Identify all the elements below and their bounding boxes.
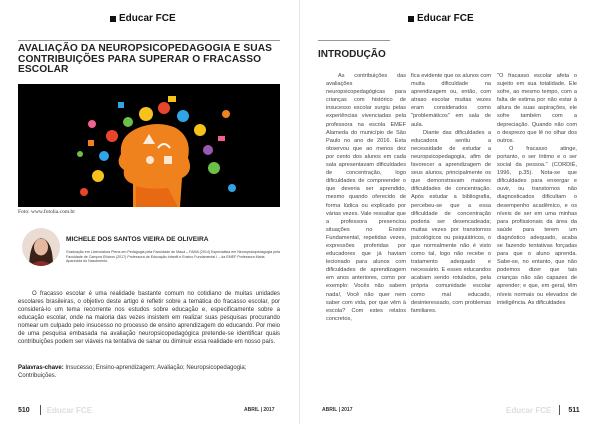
- square-bullet-icon: [408, 16, 414, 22]
- text-column-1: [326, 72, 406, 323]
- section-rule: [318, 40, 390, 41]
- footer-divider: [559, 405, 560, 415]
- footer-date-right: ABRIL | 2017: [322, 407, 353, 413]
- footer-brand-left: Educar FCE: [46, 405, 93, 415]
- keywords-label: Palavras-chave:: [18, 365, 64, 371]
- brand-text: Educar FCE: [119, 13, 176, 24]
- author-bio: Graduação em Licenciatura Plena em Pedagogia pela Faculdade de Mauá – FAMA (2014) Especialista em Neuropsicopedagogia pela Faculdade de Campos Elíseos (2017) Professora de Educação Infantil e Ensino Fundamental I – da EMEF Professora Maria Aparecida do Nascimento.: [66, 250, 280, 264]
- right-page: [300, 0, 600, 424]
- image-caption: Foto: www.fotolia.com.br: [18, 209, 76, 215]
- square-bullet-icon: [110, 16, 116, 22]
- brand-text: Educar FCE: [417, 13, 474, 24]
- footer-left: [18, 405, 92, 415]
- magazine-brand-right: [408, 13, 474, 24]
- paragraph: As contribuições das avaliações neuropsicopedagógicas para crianças com histórico de insucesso escolar surgiu pelas experiências vivenciadas pela professora na escola EMEF Alameda do município de São Paulo no ano de 2016. Esta observou que ao menos dez por cento dos alunos em cada sala apresentavam dificuldades de concentração, logo dificuldades de compreender o que deveria ser aprendido, mesmo quando oferecido de forma lúdica ou explicado por várias vezes. Vale ressaltar que a professora presenciou situações no Ensino Fundamental, repetidas vezes, expressões proferidas por educadores que já haviam lecionado para alunos com dificuldades de aprendizagem em anos anteriores, como por exemplo: Vocês não sabem nada!, Você não quer nem saber com vida, por que vêm à escola? Com estes relatos concretos,: [326, 73, 406, 322]
- magazine-brand-left: [110, 13, 176, 24]
- text-column-2: [411, 72, 491, 315]
- paragraph: Diante das dificuldades a educadora sentiu a necessidade de estudar a neuropsicopedagogia, afim de favorecer a aprendizagem de seus alunos, principalmente os que demonstravam maiores dificuldades de concentração. Após estudar a bibliografia, percebeu-se que a essa dificuldade de concentração poderia ser desencadeada; muitas vezes por transtornos psicológicos ou psiquiátricos, o que normalmente não é visto como tal, logo não recebe o tratamento adequado e necessário. E esses educandos acabam sendo rotulados, pela própria comunidade escolar como mal educado, desinteressado, com problemas familiares.: [411, 129, 491, 314]
- abstract-text: O fracasso escolar é uma realidade bastante comum no cotidiano de muitas unidades escolares brasileiras, o objetivo deste artigo é refletir sobre a temática do fracasso escolar, por considerá-lo um tema recorrente nos estudos sobre educação e, especificamente sobre a educação escolar, onde na maioria das vezes insistem em realizar suas pesquisas procurando nomear um culpado pelo insucesso no processo de ensino aprendizagem do educando. Por meio de uma pesquisa embasada na avaliação neuropsicopedagógica pretende-se identificar quais contribuições podem ser viáveis na tentativa de sanar ou diminuir essa realidade em nosso país.: [18, 291, 280, 345]
- footer-divider: [40, 405, 41, 415]
- article-title: AVALIAÇÃO DA NEUROPSICOPEDAGOGIA E SUAS CONTRIBUIÇÕES PARA SUPERAR O FRACASSO ESCOLAR: [18, 44, 278, 76]
- keywords-list: Insucesso; Ensino-aprendizagem; Avaliação; Neuropsicopedagogia; Contribuições.: [18, 365, 247, 379]
- footer-right: [506, 405, 580, 415]
- abstract: [18, 290, 280, 346]
- paragraph: O fracasso atinge, portanto, o ser íntimo e o ser social da pessoa." (CORDIÉ, 1996, p.35). Nota-se que dificuldades para enxergar e ouvir, ou transtornos não diagnosticados dificultam o desempenho acadêmico, e os níveis de ser em uma minhas para profissionais da área da saúde para terem um diagnóstico adequado, acaba se fazendo tentativas forçadas para que o aluno aprenda. Sabe-se, no entanto, que não podemos dizer que tais crianças não são capazes de aprender; e que, em geral, têm níveis normais ou elevados de inteligência. As dificuldades: [497, 145, 577, 306]
- paragraph: fica evidente que os alunos com muita dificuldade na aprendizagem ou, então, com atraso escolar muitas vezes eram considerados como "problemáticos" em sala de aula.: [411, 73, 491, 128]
- author-name: MICHELE DOS SANTOS VIEIRA DE OLIVEIRA: [66, 236, 209, 243]
- author-avatar: [22, 228, 60, 266]
- text-column-3: [497, 72, 577, 307]
- keywords: [18, 364, 280, 380]
- page-number-right: 511: [568, 406, 580, 414]
- footer-date-left: ABRIL | 2017: [244, 407, 275, 413]
- brain-illustration: [18, 84, 280, 207]
- paragraph: "O fracasso escolar afeta o sujeito em sua totalidade. Ele sofre, ao mesmo tempo, com a falta de estima por não estar à altura de suas aspirações, ele sofre também com a depreciação. Quando não com o desprezo que lê no olhar dos outros.: [497, 73, 577, 144]
- page-number-left: 510: [18, 406, 30, 414]
- footer-brand-right: Educar FCE: [506, 405, 552, 415]
- section-title: INTRODUÇÃO: [318, 49, 386, 60]
- article-hero-image: [18, 84, 280, 207]
